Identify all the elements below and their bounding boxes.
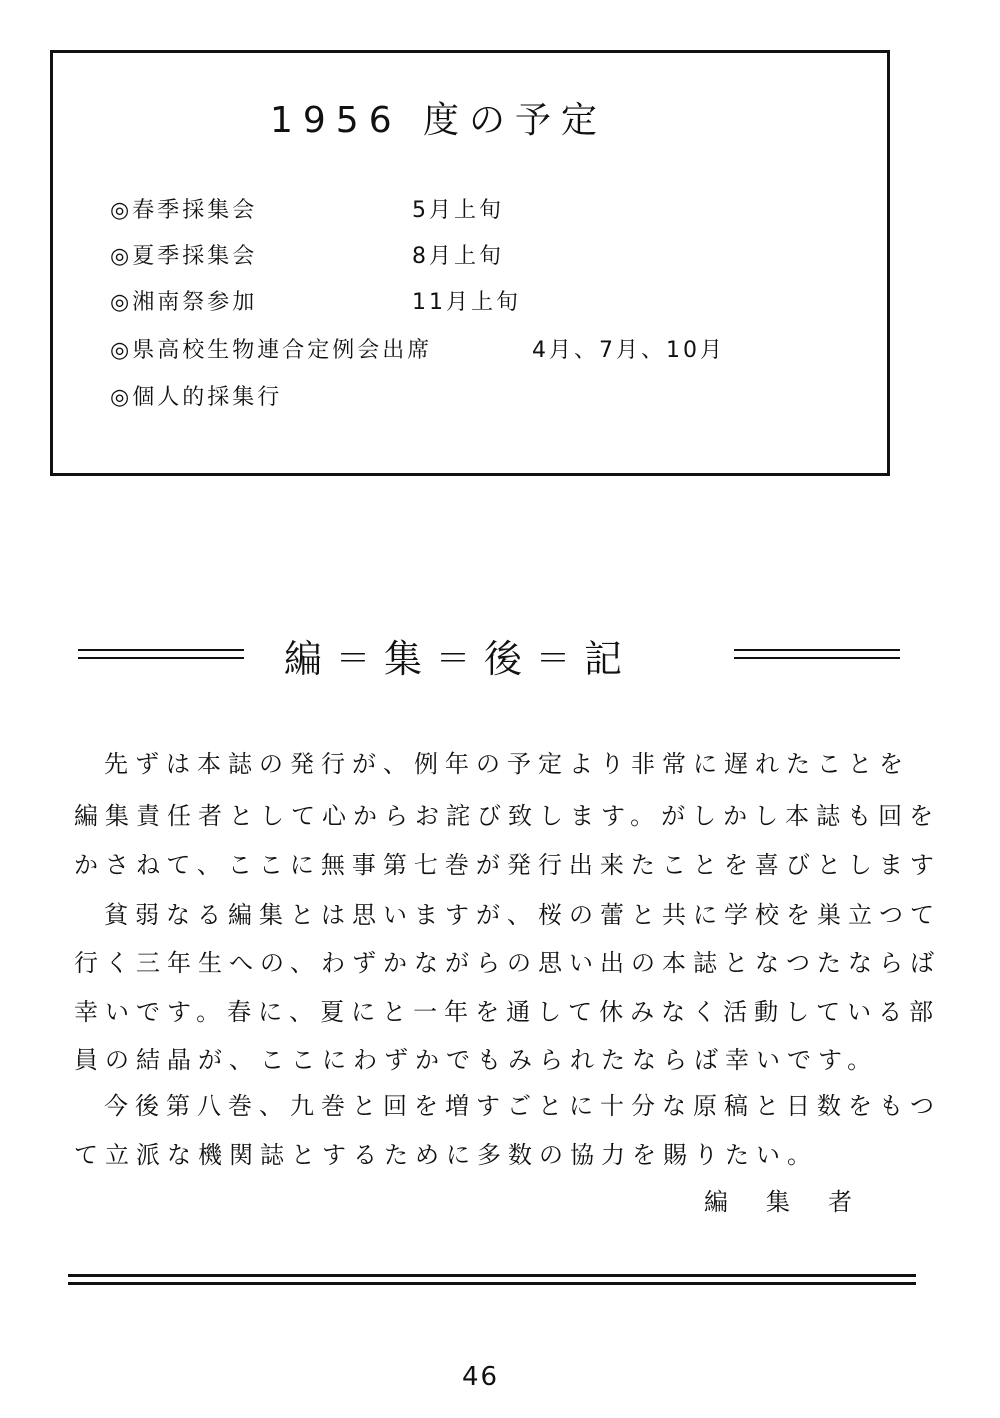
paragraph-line: て立派な機関誌とするために多数の協力を賜りたい。 — [74, 1141, 818, 1169]
schedule-item — [110, 285, 521, 316]
schedule-item-label: ◎個人的採集行 — [110, 385, 283, 410]
paragraph-line: かさねて、ここに無事第七巻が発行出来たことを喜びとします — [74, 851, 941, 879]
schedule-title: 1956 度の予定 — [270, 100, 608, 141]
paragraph-line: 先ずは本誌の発行が、例年の予定より非常に遅れたことを — [104, 750, 910, 778]
schedule-item-label: ◎湘南祭参加 — [110, 290, 258, 315]
heading-char: 後 — [484, 637, 527, 681]
schedule-item — [110, 239, 504, 270]
heading-separator: ＝ — [436, 639, 475, 679]
paragraph-line: 編集責任者として心からお詫び致します。がしかし本誌も回を — [74, 802, 941, 830]
schedule-item-when: 4月、7月、10月 — [532, 338, 725, 363]
schedule-item-when: 5月上旬 — [412, 198, 504, 223]
schedule-item-label: ◎夏季採集会 — [110, 244, 258, 269]
footer-rule-bottom — [68, 1282, 916, 1285]
schedule-item-label: ◎春季採集会 — [110, 198, 258, 223]
footer-rule-top — [68, 1274, 916, 1277]
paragraph-line: 員の結晶が、ここにわずかでもみられたならば幸いです。 — [74, 1046, 879, 1074]
page-number: 46 — [462, 1362, 500, 1392]
heading-rule-left — [78, 649, 244, 659]
schedule-item — [110, 380, 282, 411]
schedule-item-when: 8月上旬 — [412, 244, 504, 269]
heading-separator: ＝ — [536, 639, 575, 679]
editor-signature: 編集者 — [704, 1188, 890, 1216]
schedule-item — [110, 193, 504, 224]
schedule-item-when: 11月上旬 — [412, 290, 521, 315]
paragraph-line: 今後第八巻、九巻と回を増すごとに十分な原稿と日数をもつ — [104, 1092, 941, 1120]
heading-rule-right — [734, 649, 900, 659]
schedule-item — [110, 333, 725, 364]
heading-char: 集 — [384, 637, 427, 681]
paragraph-line: 行く三年生への、わずかながらの思い出の本誌となつたならば — [74, 949, 942, 977]
heading-separator: ＝ — [336, 639, 375, 679]
paragraph-line: 貧弱なる編集とは思いますが、桜の蕾と共に学校を巣立つて — [104, 901, 941, 929]
heading-char: 記 — [584, 637, 627, 681]
afterword-heading — [284, 628, 626, 683]
heading-char: 編 — [284, 637, 327, 681]
paragraph-line: 幸いです。春に、夏にと一年を通して休みなく活動している部 — [74, 998, 941, 1026]
schedule-item-label: ◎県高校生物連合定例会出席 — [110, 338, 433, 363]
